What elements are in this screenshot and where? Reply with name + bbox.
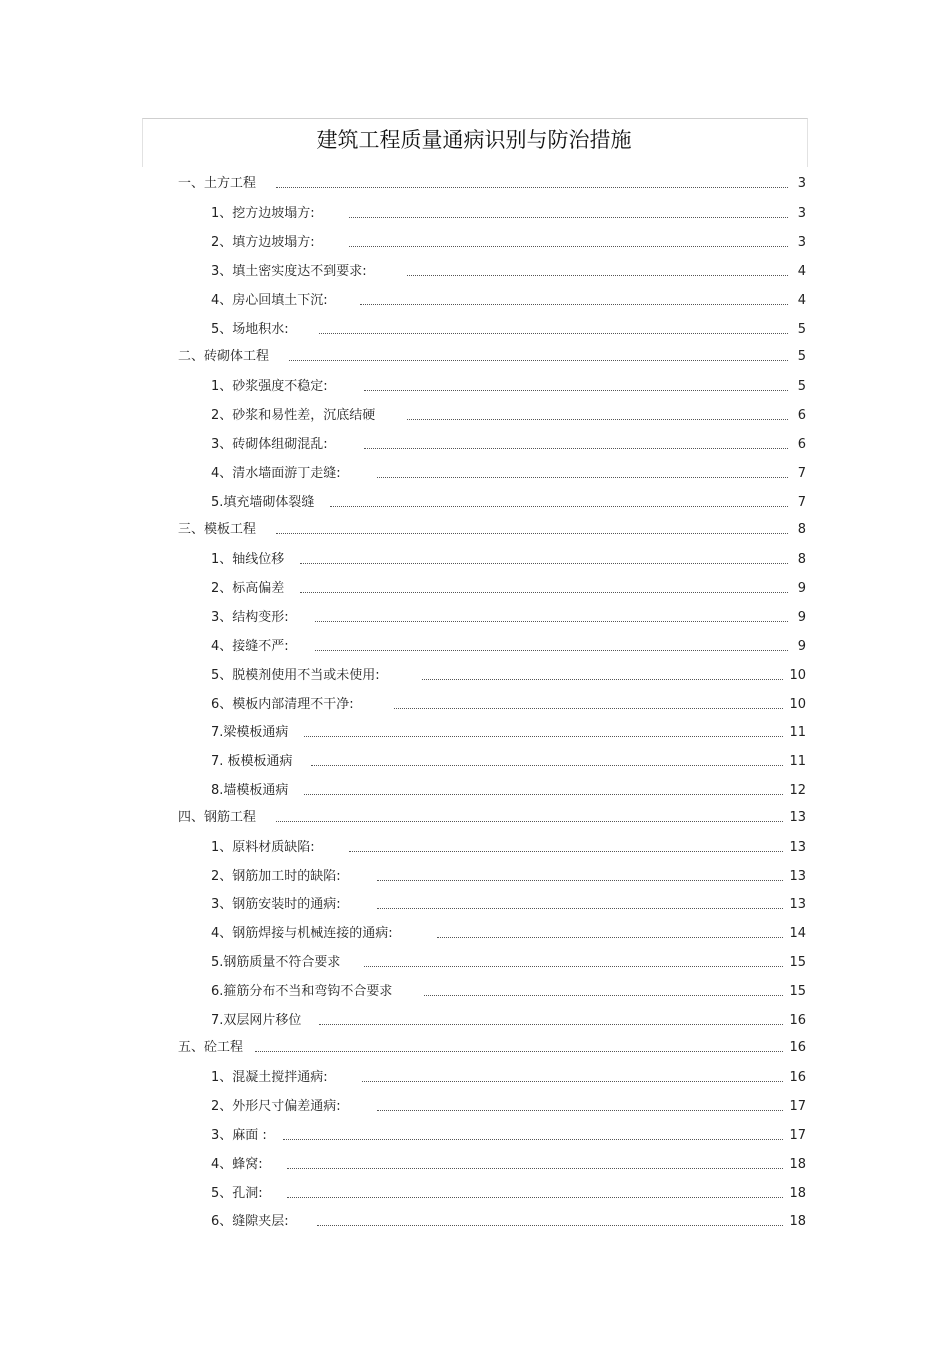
- toc-entry[interactable]: [211, 291, 806, 309]
- toc-entry-label: 3、麻面 :: [211, 1128, 267, 1143]
- dot-leader: [304, 735, 783, 737]
- toc-entry-page-number: 5: [797, 322, 806, 337]
- toc-entry[interactable]: [211, 637, 806, 655]
- toc-entry-page-number: 15: [789, 955, 806, 970]
- toc-entry-label: 5、孔洞:: [211, 1186, 263, 1201]
- toc-entry-label: 五、砼工程: [178, 1040, 244, 1055]
- toc-entry-label: 三、模板工程: [178, 522, 257, 537]
- dot-leader: [276, 820, 783, 822]
- toc-entry[interactable]: [211, 666, 806, 684]
- dot-leader: [364, 965, 783, 967]
- toc-entry[interactable]: [178, 1038, 806, 1056]
- toc-entry[interactable]: [178, 520, 806, 538]
- toc-entry-page-number: 16: [789, 1040, 806, 1055]
- dot-leader: [319, 332, 788, 334]
- toc-entry[interactable]: [211, 1212, 806, 1230]
- dot-leader: [276, 186, 788, 188]
- toc-entry[interactable]: [211, 1068, 806, 1086]
- toc-entry-label: 7.双层网片移位: [211, 1013, 302, 1028]
- toc-entry-label: 6、缝隙夹层:: [211, 1214, 289, 1229]
- toc-entry[interactable]: [211, 838, 806, 856]
- dot-leader: [287, 1167, 784, 1169]
- dot-leader: [377, 879, 784, 881]
- toc-entry[interactable]: [211, 895, 806, 913]
- dot-leader: [377, 907, 784, 909]
- dot-leader: [319, 1023, 783, 1025]
- toc-entry-label: 1、轴线位移: [211, 552, 285, 567]
- dot-leader: [311, 764, 784, 766]
- toc-entry-label: 2、砂浆和易性差，沉底结硬: [211, 408, 376, 423]
- dot-leader: [304, 793, 783, 795]
- dot-leader: [360, 303, 788, 305]
- toc-entry[interactable]: [211, 695, 806, 713]
- toc-entry-page-number: 13: [789, 810, 806, 825]
- toc-entry-label: 2、外形尺寸偏差通病:: [211, 1099, 341, 1114]
- dot-leader: [276, 532, 788, 534]
- toc-entry-page-number: 8: [797, 522, 806, 537]
- toc-entry-page-number: 4: [797, 293, 806, 308]
- toc-entry-page-number: 16: [789, 1013, 806, 1028]
- toc-entry-label: 3、砖砌体组砌混乱:: [211, 437, 328, 452]
- toc-entry[interactable]: [178, 347, 806, 365]
- dot-leader: [255, 1050, 783, 1052]
- toc-entry-label: 7. 板模板通病: [211, 754, 293, 769]
- dot-leader: [437, 936, 784, 938]
- toc-entry-page-number: 7: [797, 495, 806, 510]
- toc-entry[interactable]: [211, 435, 806, 453]
- toc-entry-page-number: 5: [797, 379, 806, 394]
- dot-leader: [407, 418, 788, 420]
- toc-entry-label: 四、钢筋工程: [178, 810, 257, 825]
- toc-entry[interactable]: [211, 493, 806, 511]
- toc-entry-label: 3、结构变形:: [211, 610, 289, 625]
- toc-entry-page-number: 3: [797, 235, 806, 250]
- toc-entry[interactable]: [211, 781, 806, 799]
- toc-entry[interactable]: [211, 550, 806, 568]
- toc-entry-page-number: 6: [797, 408, 806, 423]
- toc-entry[interactable]: [211, 262, 806, 280]
- toc-entry-page-number: 13: [789, 869, 806, 884]
- toc-entry[interactable]: [211, 1011, 806, 1029]
- dot-leader: [315, 649, 788, 651]
- dot-leader: [317, 1224, 784, 1226]
- toc-entry-page-number: 11: [789, 725, 806, 740]
- toc-entry[interactable]: [211, 464, 806, 482]
- toc-entry-page-number: 9: [797, 581, 806, 596]
- toc-entry-label: 4、房心回填土下沉:: [211, 293, 328, 308]
- toc-entry[interactable]: [211, 924, 806, 942]
- toc-entry-page-number: 3: [797, 176, 806, 191]
- dot-leader: [364, 447, 788, 449]
- toc-entry-label: 6.箍筋分布不当和弯钩不合要求: [211, 984, 393, 999]
- dot-leader: [362, 1080, 784, 1082]
- toc-entry-label: 5.填充墙砌体裂缝: [211, 495, 315, 510]
- dot-leader: [349, 245, 788, 247]
- toc-entry[interactable]: [211, 1155, 806, 1173]
- toc-entry-page-number: 17: [789, 1128, 806, 1143]
- dot-leader: [330, 505, 788, 507]
- toc-entry-label: 5、脱模剂使用不当或未使用:: [211, 668, 380, 683]
- dot-leader: [289, 359, 788, 361]
- toc-entry-page-number: 18: [789, 1214, 806, 1229]
- toc-entry-label: 二、砖砌体工程: [178, 349, 270, 364]
- toc-entry-label: 4、清水墙面游丁走缝:: [211, 466, 341, 481]
- toc-entry-label: 5、场地积水:: [211, 322, 289, 337]
- toc-entry-page-number: 4: [797, 264, 806, 279]
- toc-entry-page-number: 9: [797, 639, 806, 654]
- toc-entry-page-number: 3: [797, 206, 806, 221]
- dot-leader: [287, 1196, 784, 1198]
- toc-entry-page-number: 16: [789, 1070, 806, 1085]
- toc-entry[interactable]: [211, 204, 806, 222]
- toc-entry-label: 8.墙模板通病: [211, 783, 289, 798]
- document-title: 建筑工程质量通病识别与防治措施: [316, 128, 632, 152]
- dot-leader: [424, 994, 783, 996]
- toc-entry-page-number: 15: [789, 984, 806, 999]
- toc-entry[interactable]: [211, 608, 806, 626]
- dot-leader: [407, 274, 788, 276]
- toc-entry-label: 3、钢筋安装时的通病:: [211, 897, 341, 912]
- dot-leader: [349, 216, 788, 218]
- toc-entry-label: 1、混凝土搅拌通病:: [211, 1070, 328, 1085]
- toc-entry-page-number: 7: [797, 466, 806, 481]
- toc-entry-page-number: 5: [797, 349, 806, 364]
- toc-entry-page-number: 9: [797, 610, 806, 625]
- toc-entry-page-number: 12: [789, 783, 806, 798]
- toc-entry-page-number: 11: [789, 754, 806, 769]
- toc-entry[interactable]: [211, 320, 806, 338]
- toc-entry-label: 1、砂浆强度不稳定:: [211, 379, 328, 394]
- toc-entry[interactable]: [211, 723, 806, 741]
- toc-entry-label: 2、填方边坡塌方:: [211, 235, 315, 250]
- toc-entry-label: 5.钢筋质量不符合要求: [211, 955, 341, 970]
- toc-entry[interactable]: [211, 377, 806, 395]
- dot-leader: [364, 389, 788, 391]
- toc-entry-label: 4、钢筋焊接与机械连接的通病:: [211, 926, 393, 941]
- toc-entry-label: 一、土方工程: [178, 176, 257, 191]
- toc-entry-label: 2、标高偏差: [211, 581, 285, 596]
- toc-entry-page-number: 8: [797, 552, 806, 567]
- toc-entry[interactable]: [211, 579, 806, 597]
- toc-entry-page-number: 6: [797, 437, 806, 452]
- dot-leader: [422, 678, 784, 680]
- dot-leader: [300, 591, 788, 593]
- dot-leader: [377, 1109, 784, 1111]
- toc-entry-label: 2、钢筋加工时的缺陷:: [211, 869, 341, 884]
- toc-entry[interactable]: [211, 1184, 806, 1202]
- toc-entry-label: 6、模板内部清理不干净:: [211, 697, 354, 712]
- toc-entry[interactable]: [211, 752, 806, 770]
- toc-entry-label: 4、蜂窝:: [211, 1157, 263, 1172]
- toc-entry[interactable]: [211, 1097, 806, 1115]
- toc-entry-page-number: 14: [789, 926, 806, 941]
- dot-leader: [394, 707, 784, 709]
- dot-leader: [349, 850, 784, 852]
- toc-entry[interactable]: [211, 406, 806, 424]
- toc-entry-page-number: 17: [789, 1099, 806, 1114]
- toc-entry-page-number: 10: [789, 668, 806, 683]
- toc-entry-label: 1、原料材质缺陷:: [211, 840, 315, 855]
- toc-entry[interactable]: [211, 867, 806, 885]
- toc-entry-page-number: 13: [789, 897, 806, 912]
- toc-entry-label: 7.梁模板通病: [211, 725, 289, 740]
- toc-entry-label: 3、填土密实度达不到要求:: [211, 264, 367, 279]
- dot-leader: [300, 562, 788, 564]
- dot-leader: [283, 1138, 784, 1140]
- toc-entry-page-number: 18: [789, 1157, 806, 1172]
- dot-leader: [315, 620, 788, 622]
- toc-entry[interactable]: [178, 174, 806, 192]
- toc-entry[interactable]: [211, 233, 806, 251]
- toc-entry[interactable]: [211, 1126, 806, 1144]
- toc-entry[interactable]: [211, 982, 806, 1000]
- dot-leader: [377, 476, 788, 478]
- toc-entry-page-number: 10: [789, 697, 806, 712]
- toc-entry[interactable]: [178, 808, 806, 826]
- toc-entry-page-number: 13: [789, 840, 806, 855]
- toc-entry-label: 1、挖方边坡塌方:: [211, 206, 315, 221]
- toc-entry-label: 4、接缝不严:: [211, 639, 289, 654]
- toc-entry[interactable]: [211, 953, 806, 971]
- toc-entry-page-number: 18: [789, 1186, 806, 1201]
